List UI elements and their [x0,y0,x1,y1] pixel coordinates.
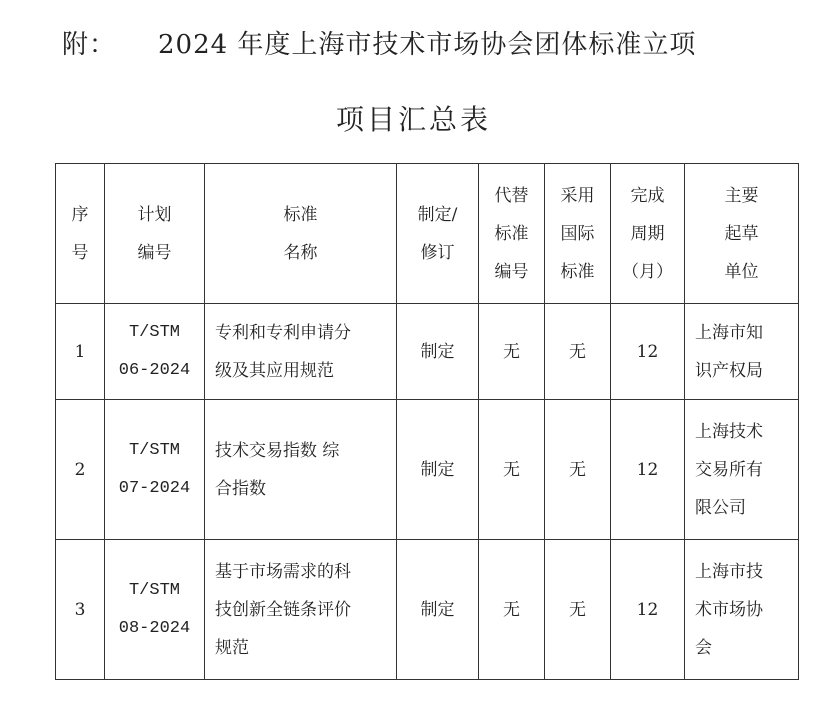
header-standard-name: 标准 名称 [205,164,397,304]
table-row [56,540,799,680]
cell-drafter: 上海技术 交易所有 限公司 [685,400,799,540]
cell-type: 制定 [397,400,479,540]
header-replaces: 代替 标准 编号 [479,164,545,304]
cell-seq: 1 [56,304,105,400]
cell-plan-no: T/STM 06-2024 [105,304,205,400]
document-title-line [62,24,696,61]
cell-intl: 无 [545,400,611,540]
header-seq: 序 号 [56,164,105,304]
header-type: 制定/ 修订 [397,164,479,304]
document-title: 2024 年度上海市技术市场协会团体标准立项 [158,30,697,60]
cell-type: 制定 [397,540,479,680]
cell-months: 12 [611,540,685,680]
cell-intl: 无 [545,304,611,400]
cell-plan-no: T/STM 07-2024 [105,400,205,540]
cell-type: 制定 [397,304,479,400]
cell-drafter: 上海市技 术市场协 会 [685,540,799,680]
attachment-prefix: 附： [62,30,117,60]
cell-seq: 2 [56,400,105,540]
table-row [56,304,799,400]
header-plan-no: 计划 编号 [105,164,205,304]
table-header-row [56,164,799,304]
cell-standard-name: 技术交易指数 综 合指数 [205,400,397,540]
cell-seq: 3 [56,540,105,680]
header-drafter: 主要 起草 单位 [685,164,799,304]
cell-months: 12 [611,304,685,400]
cell-standard-name: 基于市场需求的科 技创新全链条评价 规范 [205,540,397,680]
cell-intl: 无 [545,540,611,680]
cell-plan-no: T/STM 08-2024 [105,540,205,680]
header-intl: 采用 国际 标准 [545,164,611,304]
cell-replaces: 无 [479,540,545,680]
document-subtitle: 项目汇总表 [335,103,491,136]
cell-drafter: 上海市知 识产权局 [685,304,799,400]
header-months: 完成 周期 （月） [611,164,685,304]
table-row [56,400,799,540]
cell-replaces: 无 [479,400,545,540]
cell-months: 12 [611,400,685,540]
project-summary-table [55,163,799,680]
cell-replaces: 无 [479,304,545,400]
cell-standard-name: 专利和专利申请分 级及其应用规范 [205,304,397,400]
